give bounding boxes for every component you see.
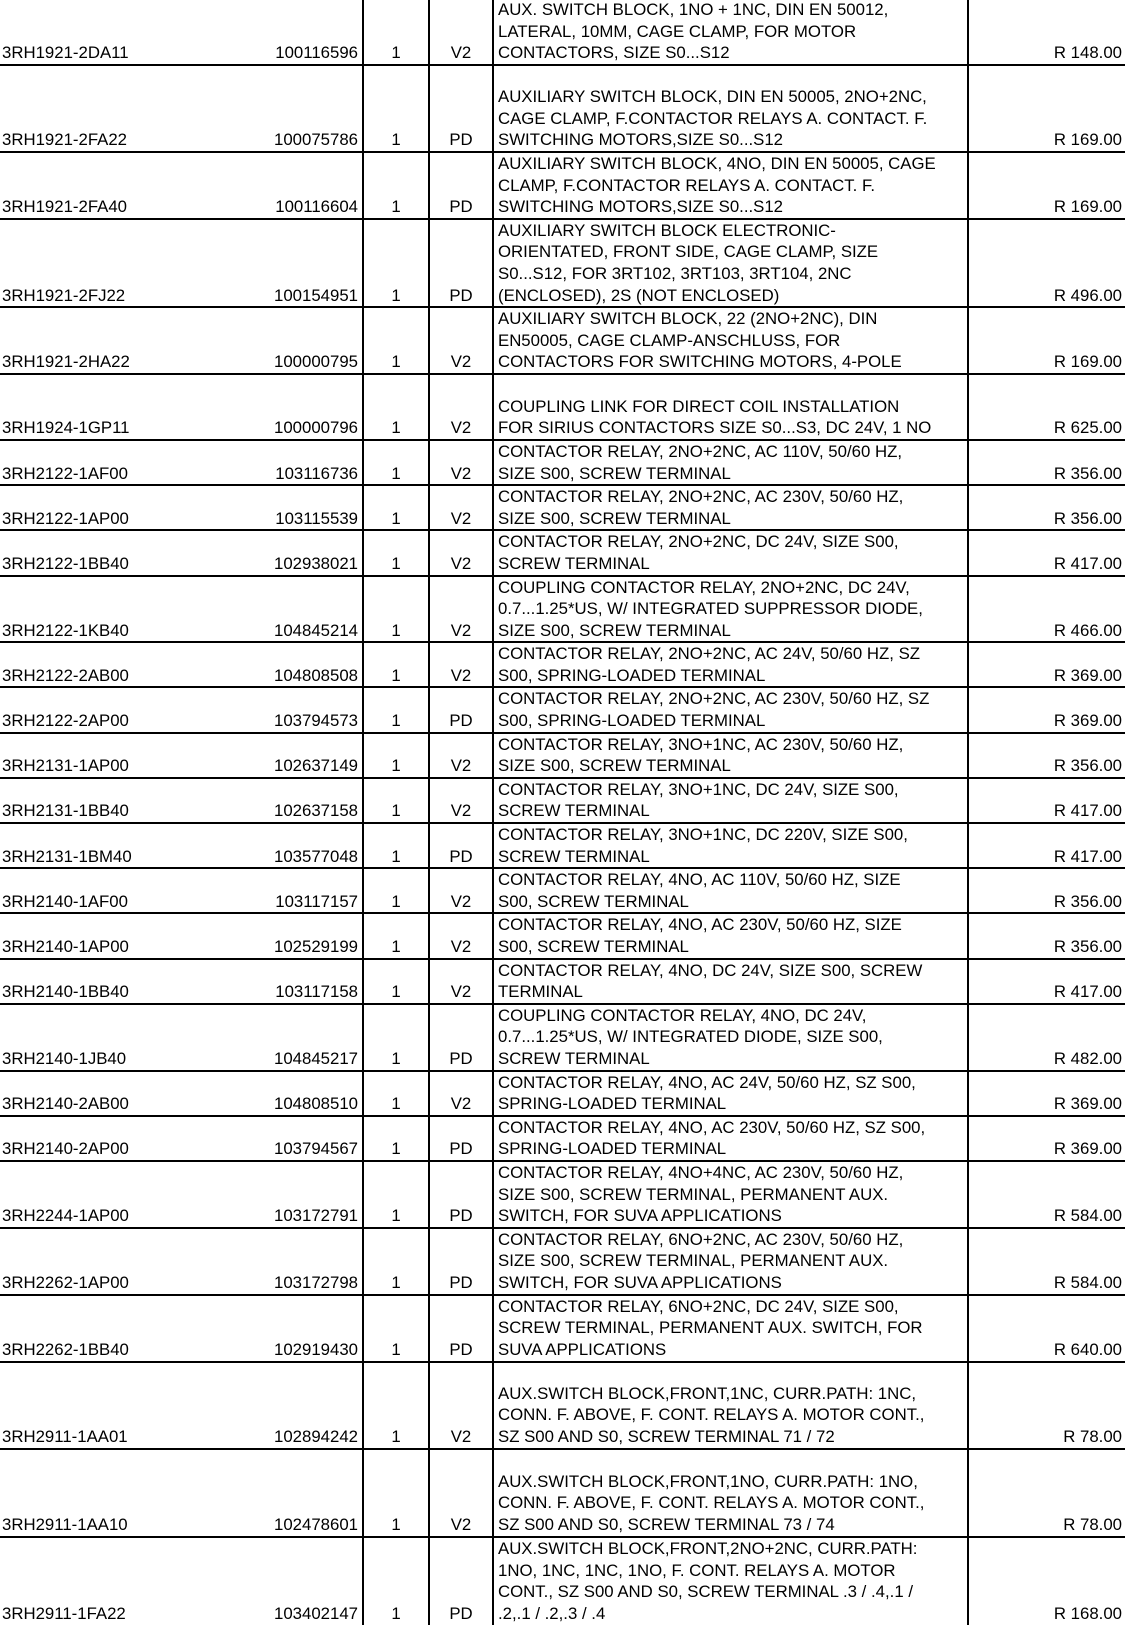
- quantity-cell: 1: [363, 1004, 429, 1071]
- quantity-cell: 1: [363, 374, 429, 440]
- description-cell: [493, 1295, 968, 1362]
- description-line: CONTACTOR RELAY, 4NO, AC 230V, 50/60 HZ, SZ S00,: [498, 1117, 926, 1137]
- description-cell: [493, 1449, 968, 1537]
- description-line: SWITCH, FOR SUVA APPLICATIONS: [498, 1206, 782, 1226]
- description-cell: [493, 823, 968, 868]
- description-cell: [493, 913, 968, 958]
- article-number-cell: 102938021: [245, 530, 363, 575]
- price-cell: R 482.00: [968, 1004, 1125, 1071]
- description-line: .2,.1 / .2,.3 / .4: [498, 1603, 606, 1623]
- price-group-cell: V2: [429, 959, 493, 1004]
- quantity-cell: 1: [363, 959, 429, 1004]
- article-number-cell: 100000796: [245, 374, 363, 440]
- description-cell: [493, 1228, 968, 1295]
- order-code-cell: 3RH2911-1FA22: [2, 1603, 126, 1623]
- article-number-cell: 103115539: [245, 485, 363, 530]
- order-code-cell: 3RH1921-2FA40: [0, 152, 245, 219]
- order-code-cell: 3RH1921-2FJ22: [0, 219, 245, 307]
- table-row: [0, 1116, 1125, 1161]
- price-cell: R 496.00: [968, 219, 1125, 307]
- order-code-cell: 3RH2262-1AP00: [0, 1228, 245, 1295]
- description-line: CONT., SZ S00 AND S0, SCREW TERMINAL .3 / .4,.1 /: [498, 1582, 913, 1602]
- table-row: [0, 642, 1125, 687]
- description-line: SIZE S00, SCREW TERMINAL: [498, 508, 731, 528]
- order-code-cell: 3RH1924-1GP11: [0, 374, 245, 440]
- order-code-cell: 3RH2131-1BM40: [0, 823, 245, 868]
- quantity-cell: 1: [363, 1161, 429, 1228]
- price-group-cell: PD: [429, 1295, 493, 1362]
- price-group-cell: PD: [429, 823, 493, 868]
- order-code-cell: 3RH2911-1AA10: [0, 1449, 245, 1537]
- article-number-cell: 104808510: [245, 1071, 363, 1116]
- description-line: ORIENTATED, FRONT SIDE, CAGE CLAMP, SIZE: [498, 242, 879, 262]
- description-cell: [493, 687, 968, 732]
- table-row: [0, 374, 1125, 440]
- order-code-cell: 3RH2140-1BB40: [0, 959, 245, 1004]
- description-line: SWITCHING MOTORS,SIZE S0...S12: [498, 130, 784, 150]
- order-code-cell: 3RH2131-1BB40: [0, 778, 245, 823]
- quantity-cell: 1: [363, 440, 429, 485]
- description-line: EN50005, CAGE CLAMP-ANSCHLUSS, FOR: [498, 330, 841, 350]
- order-code-cell: 3RH2122-2AB00: [0, 642, 245, 687]
- price-cell: R 417.00: [968, 530, 1125, 575]
- article-number-cell: 100116596: [245, 0, 363, 65]
- description-cell: [493, 65, 968, 152]
- price-group-cell: PD: [429, 1004, 493, 1071]
- quantity-cell: 1: [363, 1362, 429, 1449]
- quantity-cell: 1: [363, 1116, 429, 1161]
- table-row: [0, 530, 1125, 575]
- description-line: S00, SCREW TERMINAL: [498, 891, 689, 911]
- description-line: AUXILIARY SWITCH BLOCK, 4NO, DIN EN 50005, CAGE: [498, 154, 936, 173]
- price-cell: R 169.00: [968, 152, 1125, 219]
- order-code-cell: 3RH2140-2AP00: [0, 1116, 245, 1161]
- table-row: [0, 440, 1125, 485]
- order-code-cell: 3RH2131-1AP00: [0, 733, 245, 778]
- description-cell: [493, 1161, 968, 1228]
- price-group-cell: V2: [429, 576, 493, 643]
- price-group-cell: V2: [429, 307, 493, 374]
- description-line: SWITCHING MOTORS,SIZE S0...S12: [498, 197, 784, 217]
- price-cell: R 584.00: [968, 1228, 1125, 1295]
- order-code-cell: 3RH2122-1AF00: [0, 440, 245, 485]
- description-line: SZ S00 AND S0, SCREW TERMINAL 73 / 74: [498, 1514, 835, 1534]
- description-line: SIZE S00, SCREW TERMINAL: [498, 756, 731, 776]
- table-row: [0, 485, 1125, 530]
- order-code-cell: 3RH1921-2DA11: [0, 0, 245, 65]
- description-line: COUPLING CONTACTOR RELAY, 2NO+2NC, DC 24V,: [498, 577, 910, 597]
- table-row: [0, 0, 1125, 65]
- table-row: [0, 307, 1125, 374]
- quantity-cell: 1: [363, 642, 429, 687]
- description-line: SPRING-LOADED TERMINAL: [498, 1094, 727, 1114]
- quantity-cell: 1: [363, 913, 429, 958]
- description-cell: [493, 374, 968, 440]
- description-line: 0.7...1.25*US, W/ INTEGRATED DIODE, SIZE S00,: [498, 1027, 883, 1047]
- description-line: AUX.SWITCH BLOCK,FRONT,1NC, CURR.PATH: 1NC,: [498, 1383, 917, 1403]
- description-line: SZ S00 AND S0, SCREW TERMINAL 71 / 72: [498, 1426, 835, 1446]
- description-line: CONTACTOR RELAY, 4NO, AC 230V, 50/60 HZ, SIZE: [498, 915, 902, 935]
- quantity-cell: 1: [363, 65, 429, 152]
- price-group-cell: V2: [429, 778, 493, 823]
- article-number-cell: 100154951: [245, 219, 363, 307]
- article-number-cell: 102637158: [245, 778, 363, 823]
- description-line: SWITCH, FOR SUVA APPLICATIONS: [498, 1272, 782, 1292]
- description-line: AUXILIARY SWITCH BLOCK, 22 (2NO+2NC), DIN: [498, 309, 878, 329]
- price-group-cell: V2: [429, 530, 493, 575]
- order-code-cell: 3RH1921-2FA22: [0, 65, 245, 152]
- description-line: S00, SPRING-LOADED TERMINAL: [498, 665, 766, 685]
- quantity-cell: 1: [363, 307, 429, 374]
- description-line: S00, SCREW TERMINAL: [498, 937, 689, 956]
- quantity-cell: 1: [363, 576, 429, 643]
- description-line: COUPLING LINK FOR DIRECT COIL INSTALLATION: [498, 396, 900, 416]
- price-group-cell: PD: [429, 1228, 493, 1295]
- order-code-cell: 3RH2122-1BB40: [0, 530, 245, 575]
- price-cell: R 78.00: [968, 1362, 1125, 1449]
- description-line: CLAMP, F.CONTACTOR RELAYS A. CONTACT. F.: [498, 175, 876, 195]
- quantity-cell: 1: [363, 530, 429, 575]
- price-group-cell: V2: [429, 1362, 493, 1449]
- price-cell: R 625.00: [968, 374, 1125, 440]
- description-cell: [493, 576, 968, 643]
- price-group-cell: PD: [429, 1537, 493, 1625]
- description-cell: [493, 219, 968, 307]
- description-line: CAGE CLAMP, F.CONTACTOR RELAYS A. CONTACT. F.: [498, 108, 928, 128]
- table-row: [0, 1161, 1125, 1228]
- description-line: CONTACTOR RELAY, 2NO+2NC, AC 230V, 50/60 HZ, SZ: [498, 689, 930, 709]
- table-row: [0, 1071, 1125, 1116]
- price-cell: R 168.00: [1053, 1603, 1122, 1623]
- order-code-cell: 3RH2244-1AP00: [0, 1161, 245, 1228]
- description-cell: [493, 1071, 968, 1116]
- order-code-cell: 3RH2911-1AA01: [0, 1362, 245, 1449]
- article-number-cell: 103172798: [245, 1228, 363, 1295]
- price-cell: R 466.00: [968, 576, 1125, 643]
- description-line: SCREW TERMINAL, PERMANENT AUX. SWITCH, FOR: [498, 1318, 923, 1338]
- description-line: CONTACTOR RELAY, 3NO+1NC, DC 24V, SIZE S00,: [498, 779, 899, 799]
- description-line: CONTACTOR RELAY, 6NO+2NC, AC 230V, 50/60 HZ,: [498, 1229, 904, 1249]
- price-group-cell: V2: [429, 374, 493, 440]
- order-code-cell: 3RH2140-1AF00: [0, 868, 245, 913]
- table-row: [0, 778, 1125, 823]
- description-line: SCREW TERMINAL: [498, 1048, 650, 1068]
- price-cell: R 356.00: [968, 868, 1125, 913]
- table-row: [0, 1295, 1125, 1362]
- price-group-cell: V2: [429, 1449, 493, 1537]
- description-line: CONTACTOR RELAY, 4NO+4NC, AC 230V, 50/60 HZ,: [498, 1162, 904, 1182]
- table-row: [0, 219, 1125, 307]
- description-line: CONTACTOR RELAY, 2NO+2NC, AC 24V, 50/60 HZ, SZ: [498, 644, 921, 664]
- description-cell: [493, 959, 968, 1004]
- price-cell: R 78.00: [968, 1449, 1125, 1537]
- order-code-cell: 3RH2140-1JB40: [0, 1004, 245, 1071]
- description-line: SPRING-LOADED TERMINAL: [498, 1139, 727, 1159]
- description-line: CONTACTOR RELAY, 2NO+2NC, AC 230V, 50/60 HZ,: [498, 487, 904, 507]
- article-number-cell: 103794567: [245, 1116, 363, 1161]
- description-line: AUXILIARY SWITCH BLOCK, DIN EN 50005, 2NO+2NC,: [498, 87, 927, 107]
- description-line: AUXILIARY SWITCH BLOCK ELECTRONIC-: [498, 220, 836, 240]
- article-number-cell: 102919430: [245, 1295, 363, 1362]
- description-cell: [493, 642, 968, 687]
- price-cell: R 417.00: [968, 823, 1125, 868]
- description-line: CONTACTOR RELAY, 3NO+1NC, AC 230V, 50/60 HZ,: [498, 734, 904, 754]
- description-line: AUX. SWITCH BLOCK, 1NO + 1NC, DIN EN 50012,: [498, 0, 889, 20]
- description-line: S00, SPRING-LOADED TERMINAL: [498, 711, 766, 731]
- table-row: [0, 959, 1125, 1004]
- article-number-cell: 102637149: [245, 733, 363, 778]
- price-cell: R 640.00: [968, 1295, 1125, 1362]
- quantity-cell: 1: [363, 1295, 429, 1362]
- price-group-cell: PD: [429, 687, 493, 732]
- article-number-cell: 103117157: [245, 868, 363, 913]
- article-number-cell: 103116736: [245, 440, 363, 485]
- description-cell: [493, 1537, 968, 1625]
- article-number-cell: 102478601: [245, 1449, 363, 1537]
- description-cell: [493, 1362, 968, 1449]
- price-cell: R 356.00: [968, 913, 1125, 958]
- quantity-cell: 1: [363, 1228, 429, 1295]
- description-cell: [493, 152, 968, 219]
- price-cell: R 369.00: [968, 1116, 1125, 1161]
- article-number-cell: 104808508: [245, 642, 363, 687]
- table-row: [0, 1004, 1125, 1071]
- order-code-cell: 3RH2140-2AB00: [0, 1071, 245, 1116]
- price-cell: R 369.00: [968, 1071, 1125, 1116]
- price-group-cell: V2: [429, 733, 493, 778]
- article-number-cell: 102529199: [245, 913, 363, 958]
- description-line: TERMINAL: [498, 982, 583, 1002]
- price-group-cell: PD: [429, 65, 493, 152]
- price-cell: R 169.00: [968, 307, 1125, 374]
- description-line: CONTACTORS FOR SWITCHING MOTORS, 4-POLE: [498, 352, 902, 372]
- description-line: LATERAL, 10MM, CAGE CLAMP, FOR MOTOR: [498, 21, 857, 41]
- description-line: SIZE S00, SCREW TERMINAL, PERMANENT AUX.: [498, 1251, 889, 1271]
- description-line: S0...S12, FOR 3RT102, 3RT103, 3RT104, 2NC: [498, 263, 852, 283]
- table-row: [0, 1362, 1125, 1449]
- description-cell: [493, 530, 968, 575]
- table-row: [0, 913, 1125, 958]
- description-line: CONTACTOR RELAY, 2NO+2NC, DC 24V, SIZE S00,: [498, 532, 899, 552]
- description-line: AUX.SWITCH BLOCK,FRONT,1NO, CURR.PATH: 1NO,: [498, 1471, 918, 1491]
- description-line: CONTACTOR RELAY, 6NO+2NC, DC 24V, SIZE S00,: [498, 1296, 899, 1316]
- quantity-cell: 1: [363, 0, 429, 65]
- table-row: [0, 576, 1125, 643]
- description-cell: [493, 485, 968, 530]
- price-group-cell: V2: [429, 440, 493, 485]
- article-number-cell: 103577048: [245, 823, 363, 868]
- price-group-cell: PD: [429, 152, 493, 219]
- price-group-cell: PD: [429, 1161, 493, 1228]
- table-row: [0, 1228, 1125, 1295]
- price-group-cell: PD: [429, 1116, 493, 1161]
- price-group-cell: V2: [429, 913, 493, 958]
- article-number-cell: 103172791: [245, 1161, 363, 1228]
- description-cell: [493, 440, 968, 485]
- price-cell: R 169.00: [968, 65, 1125, 152]
- order-code-cell: 3RH2262-1BB40: [0, 1295, 245, 1362]
- quantity-cell: 1: [363, 1449, 429, 1537]
- price-group-cell: V2: [429, 0, 493, 65]
- description-line: SIZE S00, SCREW TERMINAL, PERMANENT AUX.: [498, 1184, 889, 1204]
- description-line: CONTACTORS, SIZE S0...S12: [498, 43, 730, 63]
- description-cell: [493, 0, 968, 65]
- quantity-cell: 1: [363, 485, 429, 530]
- table-row: [0, 687, 1125, 732]
- quantity-cell: 1: [363, 823, 429, 868]
- price-cell: R 356.00: [968, 485, 1125, 530]
- price-cell: R 148.00: [968, 0, 1125, 65]
- description-cell: [493, 1004, 968, 1071]
- description-cell: [493, 307, 968, 374]
- price-group-cell: V2: [429, 642, 493, 687]
- table-row: [0, 868, 1125, 913]
- description-line: CONTACTOR RELAY, 4NO, AC 110V, 50/60 HZ, SIZE: [498, 870, 901, 890]
- price-group-cell: PD: [429, 219, 493, 307]
- table-row: [0, 152, 1125, 219]
- price-cell: R 369.00: [968, 687, 1125, 732]
- description-line: CONTACTOR RELAY, 2NO+2NC, AC 110V, 50/60 HZ,: [498, 441, 902, 461]
- article-number-cell: 104845214: [245, 576, 363, 643]
- price-cell: R 356.00: [968, 733, 1125, 778]
- order-code-cell: 3RH2122-1AP00: [0, 485, 245, 530]
- description-line: SUVA APPLICATIONS: [498, 1339, 667, 1359]
- description-line: CONTACTOR RELAY, 3NO+1NC, DC 220V, SIZE S00,: [498, 825, 908, 845]
- order-code-cell: 3RH2140-1AP00: [0, 913, 245, 958]
- description-line: SCREW TERMINAL: [498, 846, 650, 866]
- article-number-cell: 100000795: [245, 307, 363, 374]
- description-line: CONN. F. ABOVE, F. CONT. RELAYS A. MOTOR CONT.,: [498, 1493, 925, 1513]
- description-line: COUPLING CONTACTOR RELAY, 4NO, DC 24V,: [498, 1005, 867, 1025]
- price-cell: R 369.00: [968, 642, 1125, 687]
- quantity-cell: 1: [363, 152, 429, 219]
- description-line: CONTACTOR RELAY, 4NO, DC 24V, SIZE S00, SCREW: [498, 960, 923, 980]
- table-row: [0, 65, 1125, 152]
- article-number-cell: 100075786: [245, 65, 363, 152]
- order-code-cell: 3RH2122-2AP00: [0, 687, 245, 732]
- quantity-cell: 1: [363, 733, 429, 778]
- article-number-cell: 100116604: [245, 152, 363, 219]
- table-row: [0, 733, 1125, 778]
- article-number-cell: 103117158: [245, 959, 363, 1004]
- price-cell: R 417.00: [968, 778, 1125, 823]
- description-line: SCREW TERMINAL: [498, 801, 650, 821]
- order-code-cell: 3RH1921-2HA22: [0, 307, 245, 374]
- price-cell: R 417.00: [968, 959, 1125, 1004]
- quantity-cell: 1: [363, 778, 429, 823]
- article-number-cell: 103402147: [245, 1537, 363, 1625]
- table-row: [0, 1449, 1125, 1537]
- description-cell: [493, 1116, 968, 1161]
- price-group-cell: V2: [429, 1071, 493, 1116]
- description-line: (ENCLOSED), 2S (NOT ENCLOSED): [498, 285, 780, 305]
- description-line: CONN. F. ABOVE, F. CONT. RELAYS A. MOTOR CONT.,: [498, 1405, 925, 1425]
- description-line: SCREW TERMINAL: [498, 553, 650, 573]
- order-code-cell: 3RH2122-1KB40: [0, 576, 245, 643]
- description-line: 0.7...1.25*US, W/ INTEGRATED SUPPRESSOR DIODE,: [498, 599, 923, 619]
- description-line: AUX.SWITCH BLOCK,FRONT,2NO+2NC, CURR.PATH:: [498, 1539, 918, 1559]
- description-cell: [493, 778, 968, 823]
- quantity-cell: 1: [391, 1603, 401, 1623]
- description-line: SIZE S00, SCREW TERMINAL: [498, 620, 731, 640]
- table-row: [0, 823, 1125, 868]
- quantity-cell: 1: [363, 219, 429, 307]
- description-line: FOR SIRIUS CONTACTORS SIZE S0...S3, DC 24V, 1 NO: [498, 418, 932, 438]
- quantity-cell: 1: [363, 1071, 429, 1116]
- article-number-cell: 103794573: [245, 687, 363, 732]
- description-line: SIZE S00, SCREW TERMINAL: [498, 463, 731, 483]
- quantity-cell: 1: [363, 868, 429, 913]
- price-cell: R 584.00: [968, 1161, 1125, 1228]
- description-line: CONTACTOR RELAY, 4NO, AC 24V, 50/60 HZ, SZ S00,: [498, 1072, 916, 1092]
- table-row: [0, 1537, 1125, 1625]
- description-cell: [493, 733, 968, 778]
- article-number-cell: 104845217: [245, 1004, 363, 1071]
- description-line: 1NO, 1NC, 1NC, 1NO, F. CONT. RELAYS A. MOTOR: [498, 1560, 896, 1580]
- price-cell: R 356.00: [968, 440, 1125, 485]
- price-group-cell: V2: [429, 485, 493, 530]
- quantity-cell: 1: [363, 687, 429, 732]
- price-group-cell: V2: [429, 868, 493, 913]
- article-number-cell: 102894242: [245, 1362, 363, 1449]
- description-cell: [493, 868, 968, 913]
